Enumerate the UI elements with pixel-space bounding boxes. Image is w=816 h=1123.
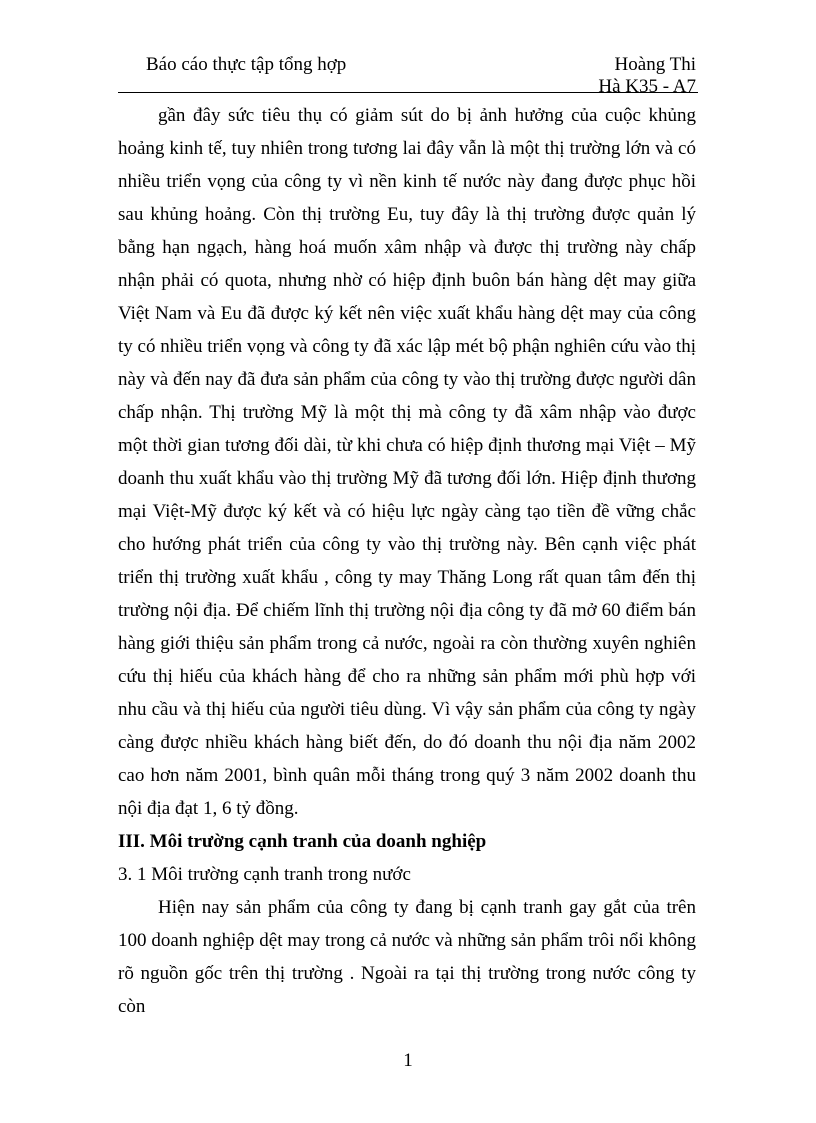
report-title: Báo cáo thực tập tổng hợp <box>146 54 347 75</box>
body-paragraph-competition: Hiện nay sản phẩm của công ty đang bị cạnh tranh gay gắt của trên 100 doanh nghiệp dệt may trong cả nước và những sản phẩm trôi nổi không rõ nguồn gốc trên thị trường . Ngoài ra tại thị trường trong nước công ty còn <box>118 897 696 1017</box>
subsection-heading: 3. 1 Môi trường cạnh tranh trong nước <box>118 864 411 885</box>
page-number: 1 <box>403 1050 413 1071</box>
page-header <box>118 50 698 97</box>
body-paragraph-market: gần đây sức tiêu thụ có giảm sút do bị ảnh hưởng của cuộc khủng hoảng kinh tế, tuy nhiên trong tương lai đây vẫn là một thị trường lớn và có nhiều triển vọng của công ty vì nền kinh tế nước này đang được phục hồi sau khủng hoảng. Còn thị trường Eu, tuy đây là thị trường được quản lý bằng hạn ngạch, hàng hoá muốn xâm nhập và được thị trường này chấp nhận phải có quota, nhưng nhờ có hiệp định buôn bán hàng dệt may giữa Việt Nam và Eu đã được ký kết nên việc xuất khẩu hàng dệt may của công ty có nhiều triển vọng và công ty đã xác lập mét bộ phận nghiên cứu vào thị này và đến nay đã đưa sản phẩm của công ty vào thị trường được người dân chấp nhận. Thị trường Mỹ là một thị mà công ty đã xâm nhập vào được một thời gian tương đối dài, từ khi chưa có hiệp định thương mại Việt – Mỹ doanh thu xuất khẩu vào thị trường Mỹ đã tương đối lớn. Hiệp định thương mại Việt-Mỹ được ký kết và có hiệu lực ngày càng tạo tiền đề vững chắc cho hướng phát triển của công ty vào thị trường này. Bên cạnh việc phát triển thị trường xuất khẩu , công ty may Thăng Long rất quan tâm đến thị trường nội địa. Để chiếm lĩnh thị trường nội địa công ty đã mở 60 điểm bán hàng giới thiệu sản phẩm trong cả nước, ngoài ra còn thường xuyên nghiên cứu thị hiếu của khách hàng để cho ra những sản phẩm mới phù hợp với nhu cầu và thị hiếu của người tiêu dùng. Vì vậy sản phẩm của công ty ngày càng được nhiều khách hàng biết đến, do đó doanh thu nội địa năm 2002 cao hơn năm 2001, bình quân mỗi tháng trong quý 3 năm 2002 doanh thu nội địa đạt 1, 6 tỷ đồng. <box>118 105 696 819</box>
section-heading: III. Môi trường cạnh tranh của doanh nghiệp <box>118 831 487 852</box>
author-name: Hoàng Thi <box>614 54 696 75</box>
header-divider <box>118 92 698 93</box>
document-body <box>118 99 696 1023</box>
author-class: Hà K35 - A7 <box>598 76 696 97</box>
